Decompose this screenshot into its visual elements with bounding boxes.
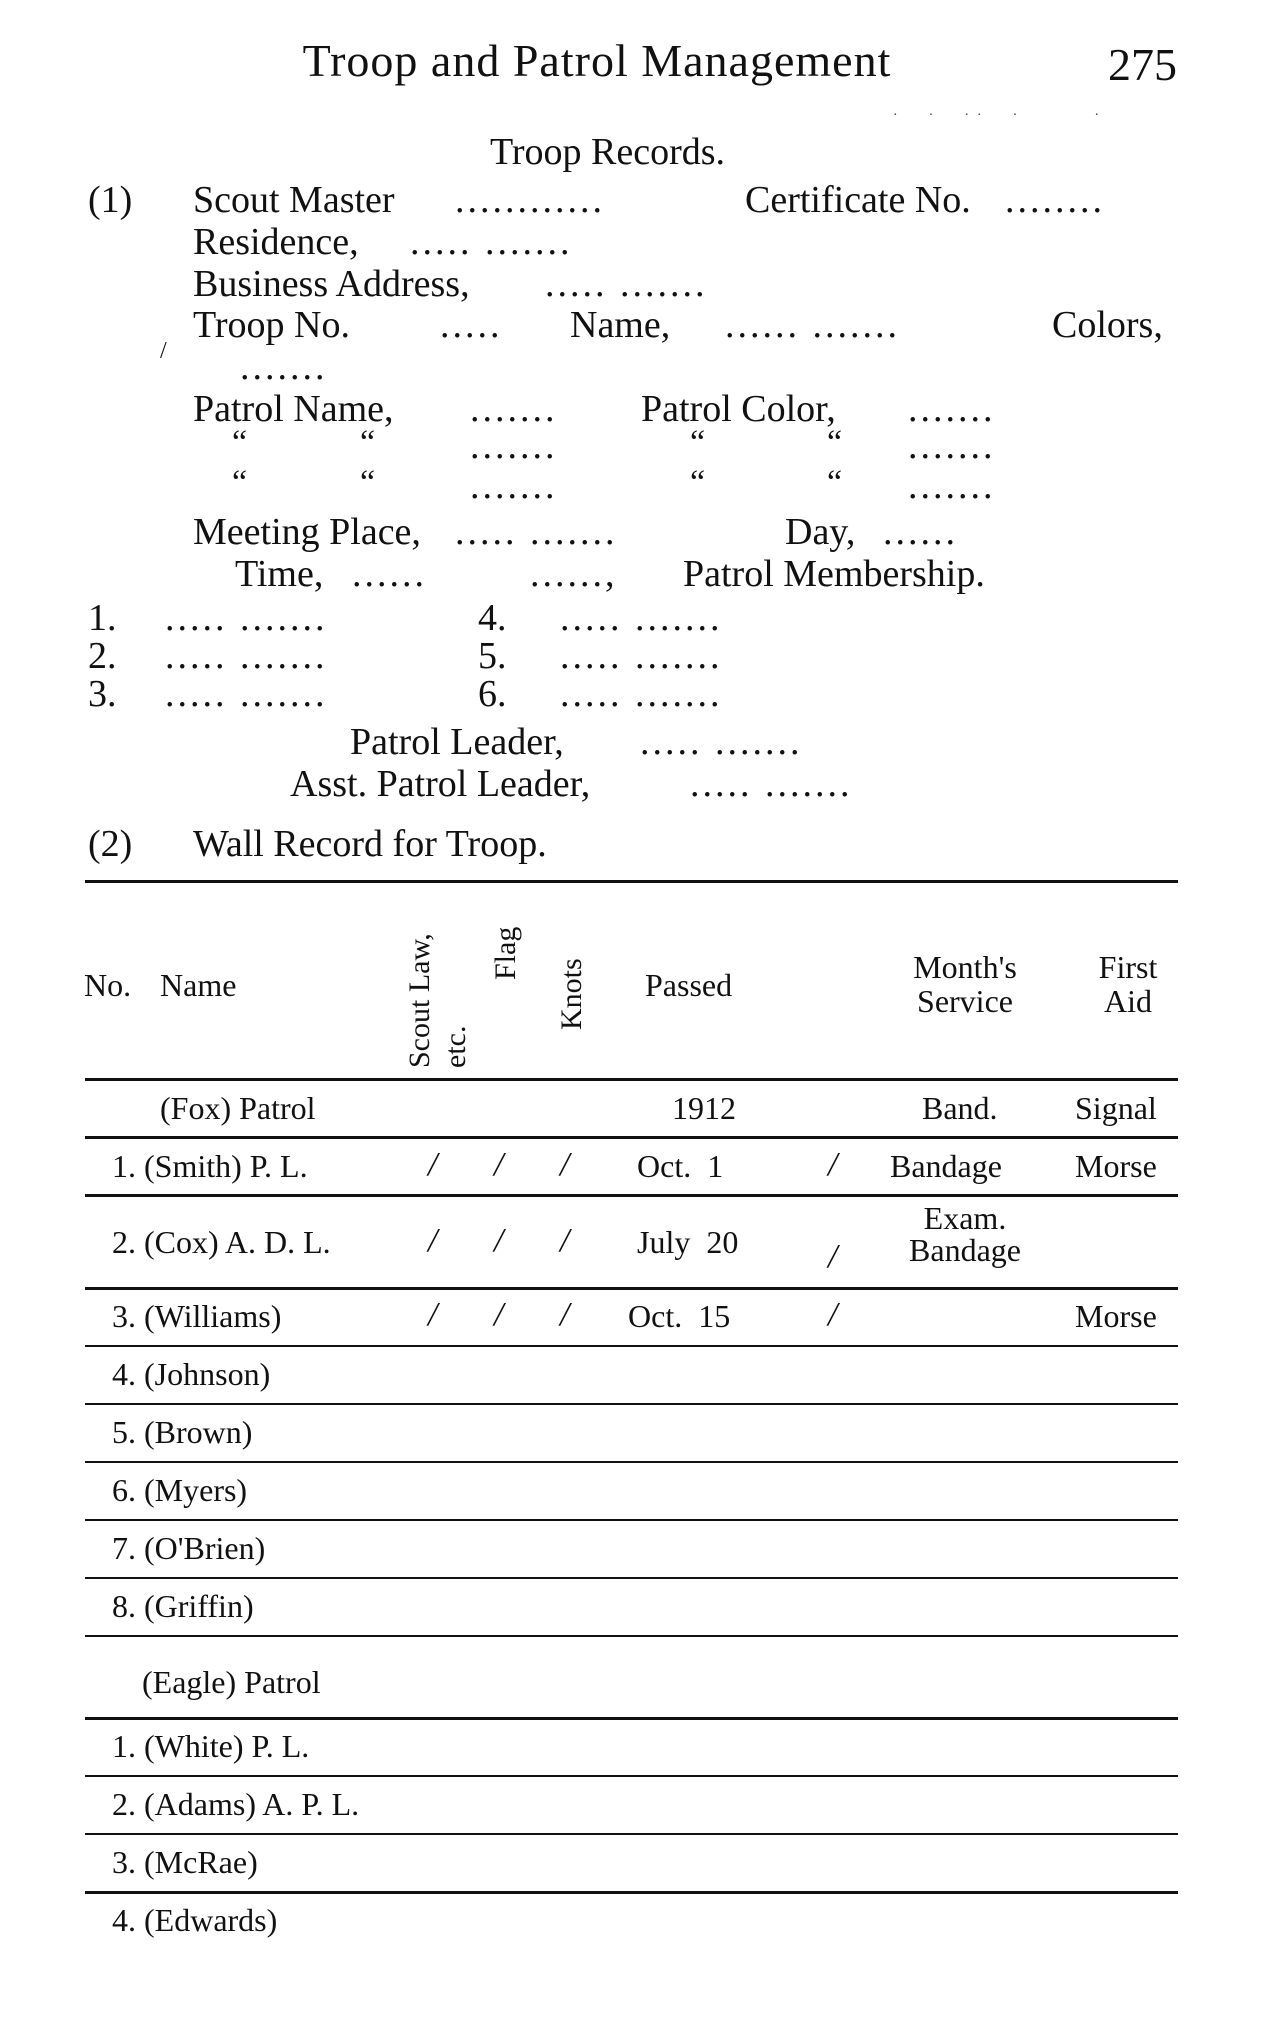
ditto-row-blank: ....... — [470, 425, 558, 467]
troop-no-blank: ..... — [440, 304, 503, 346]
knots-mark: / — [560, 1222, 570, 1259]
scout-master-blank: ............ — [455, 179, 605, 221]
passed-date: Oct. 15 — [628, 1298, 731, 1334]
item-2-marker: (2) — [88, 823, 133, 865]
patrol-membership-label: Patrol Membership. — [683, 553, 985, 595]
eagle-patrol-label: (Eagle) Patrol — [142, 1664, 321, 1700]
table-row-name: 1. (White) P. L. — [112, 1728, 310, 1764]
fox-patrol-signal: Signal — [1075, 1090, 1157, 1126]
row-rule — [85, 1136, 1178, 1139]
col-header-name: Name — [160, 967, 237, 1003]
ditto-mark: “ — [827, 464, 843, 501]
row-rule — [85, 1775, 1178, 1777]
certificate-label: Certificate No. — [745, 179, 971, 221]
row-rule — [85, 1577, 1178, 1579]
day-label: Day, — [785, 511, 856, 553]
col-header-first-aid — [1078, 950, 1178, 1018]
patrol-leader-label: Patrol Leader, — [350, 721, 564, 763]
meeting-place-blank: ..... ....... — [455, 511, 618, 553]
first-aid-value: Morse — [1075, 1148, 1157, 1184]
row-rule — [85, 1403, 1178, 1405]
member-blank: ..... ....... — [165, 673, 328, 715]
row-rule — [85, 1287, 1178, 1290]
fox-patrol-band: Band. — [922, 1090, 998, 1126]
member-blank: ..... ....... — [560, 673, 723, 715]
col-header-no: No. — [84, 967, 132, 1003]
table-row-name: 4. (Edwards) — [112, 1902, 278, 1938]
asst-patrol-leader-blank: ..... ....... — [690, 763, 853, 805]
name-label: Name, — [570, 304, 671, 346]
page-number: 275 — [1108, 39, 1177, 90]
time-blank: ...... — [352, 553, 427, 595]
name-blank: ...... ....... — [725, 304, 900, 346]
residence-blank: ..... ....... — [410, 221, 573, 263]
ditto-mark: “ — [827, 424, 843, 461]
member-number: 4. — [478, 597, 507, 639]
months-service-line-1: Month's — [913, 949, 1017, 985]
stray-mark: / — [160, 338, 167, 364]
member-number: 3. — [88, 673, 117, 715]
section-title: Troop Records. — [490, 131, 726, 173]
col-header-scout-law-etc: etc. — [439, 1025, 472, 1068]
running-header — [0, 34, 1282, 87]
months-service-value: Bandage — [890, 1148, 1002, 1184]
fox-patrol-label: (Fox) Patrol — [160, 1090, 316, 1126]
meeting-place-label: Meeting Place, — [193, 511, 421, 553]
table-top-rule — [85, 880, 1178, 883]
ditto-mark: “ — [232, 464, 248, 501]
table-row-name: 7. (O'Brien) — [112, 1530, 266, 1566]
item-1-marker: (1) — [88, 179, 133, 221]
first-aid-value: Morse — [1075, 1298, 1157, 1334]
months-service-line-2: Service — [917, 983, 1013, 1019]
member-number: 5. — [478, 635, 507, 677]
knots-mark: / — [560, 1296, 570, 1333]
fox-patrol-year: 1912 — [672, 1090, 736, 1126]
ditto-mark: “ — [360, 464, 376, 501]
time-blank-2: ......, — [530, 553, 618, 595]
col-header-knots: Knots — [555, 958, 588, 1030]
months-service-value — [890, 1202, 1040, 1266]
row-rule — [85, 1345, 1178, 1347]
scout-law-mark: / — [428, 1222, 438, 1259]
day-blank: ...... — [883, 511, 958, 553]
table-row-name: 2. (Cox) A. D. L. — [112, 1224, 331, 1260]
passed-check-mark: / — [828, 1146, 838, 1183]
flag-mark: / — [494, 1296, 504, 1333]
troop-no-label: Troop No. — [193, 304, 350, 346]
knots-mark: / — [560, 1146, 570, 1183]
patrol-name-blank: ....... — [470, 388, 558, 430]
print-specks: · · ·· · · — [893, 108, 1107, 123]
passed-check-mark: / — [828, 1238, 838, 1275]
table-row-name: 8. (Griffin) — [112, 1588, 254, 1624]
certificate-blank: ........ — [1005, 179, 1105, 221]
col-header-months-service — [890, 950, 1040, 1018]
table-row-name: 6. (Myers) — [112, 1472, 248, 1508]
col-header-scout-law: Scout Law, — [403, 933, 436, 1068]
colors-blank: ....... — [240, 346, 328, 388]
member-blank: ..... ....... — [165, 597, 328, 639]
member-blank: ..... ....... — [560, 635, 723, 677]
row-rule — [85, 1519, 1178, 1521]
residence-label: Residence, — [193, 221, 359, 263]
page-title: Troop and Patrol Management — [302, 35, 892, 86]
scout-law-mark: / — [428, 1146, 438, 1183]
table-row-name: 1. (Smith) P. L. — [112, 1148, 308, 1184]
passed-check-mark: / — [828, 1296, 838, 1333]
col-header-flag: Flag — [489, 926, 522, 980]
patrol-name-label: Patrol Name, — [193, 388, 394, 430]
member-number: 1. — [88, 597, 117, 639]
scout-master-label: Scout Master — [193, 179, 395, 221]
scout-law-mark: / — [428, 1296, 438, 1333]
header-bottom-rule — [85, 1078, 1178, 1081]
table-row-name: 2. (Adams) A. P. L. — [112, 1786, 360, 1822]
ditto-mark: “ — [232, 424, 248, 461]
passed-date: July 20 — [637, 1224, 739, 1260]
member-number: 2. — [88, 635, 117, 677]
ditto-row-blank: ....... — [908, 425, 996, 467]
table-row-name: 3. (McRae) — [112, 1844, 258, 1880]
table-row-name: 3. (Williams) — [112, 1298, 282, 1334]
patrol-leader-blank: ..... ....... — [640, 721, 803, 763]
patrol-color-label: Patrol Color, — [641, 388, 836, 430]
time-label: Time, — [235, 553, 324, 595]
row-rule — [85, 1461, 1178, 1463]
table-row-name: 5. (Brown) — [112, 1414, 253, 1450]
row-rule — [85, 1717, 1178, 1720]
row-rule — [85, 1891, 1178, 1894]
flag-mark: / — [494, 1146, 504, 1183]
months-service-line-2: Bandage — [909, 1232, 1021, 1268]
ditto-row-blank: ....... — [908, 465, 996, 507]
row-rule — [85, 1833, 1178, 1835]
member-number: 6. — [478, 673, 507, 715]
ditto-mark: “ — [690, 464, 706, 501]
flag-mark: / — [494, 1222, 504, 1259]
member-blank: ..... ....... — [560, 597, 723, 639]
first-aid-line-2: Aid — [1104, 983, 1152, 1019]
passed-date: Oct. 1 — [637, 1148, 724, 1184]
ditto-mark: “ — [360, 424, 376, 461]
row-rule — [85, 1194, 1178, 1197]
ditto-row-blank: ....... — [470, 465, 558, 507]
months-service-line-1: Exam. — [923, 1200, 1007, 1236]
ditto-mark: “ — [690, 424, 706, 461]
business-address-label: Business Address, — [193, 263, 470, 305]
col-header-passed: Passed — [645, 967, 733, 1003]
colors-label: Colors, — [1052, 304, 1163, 346]
table-row-name: 4. (Johnson) — [112, 1356, 271, 1392]
first-aid-line-1: First — [1098, 949, 1158, 985]
business-address-blank: ..... ....... — [545, 263, 708, 305]
wall-record-title: Wall Record for Troop. — [193, 823, 547, 865]
patrol-color-blank: ....... — [908, 388, 996, 430]
row-rule — [85, 1635, 1178, 1637]
member-blank: ..... ....... — [165, 635, 328, 677]
asst-patrol-leader-label: Asst. Patrol Leader, — [290, 763, 591, 805]
